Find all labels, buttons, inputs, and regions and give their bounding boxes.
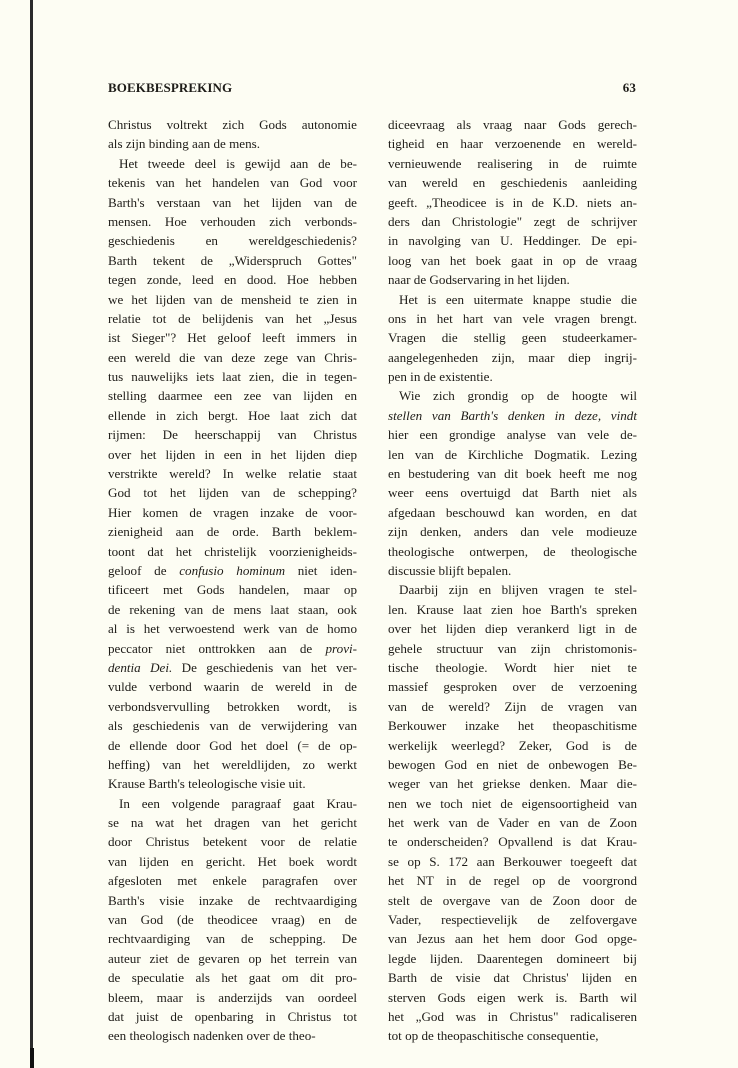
paragraph: [388, 115, 637, 290]
text-line: het werk van de Vader en van de Zoon: [388, 815, 637, 831]
text-line: tus nauwelijks iets laat zien, die in tegen-: [108, 369, 357, 385]
text-line: geloof de confusio hominum niet iden-: [108, 562, 357, 578]
text-line: hier een grondige analyse van vele de-: [388, 427, 637, 443]
text-line: over het lijden in een in het lijden diep: [108, 446, 357, 462]
text-line: tegen zonde, leed en dood. Hoe hebben: [108, 272, 357, 288]
paragraph: [388, 580, 637, 1045]
text-line: geschiedenis en wereldgeschiedenis?: [108, 233, 357, 249]
text-line: Barth de visie dat Christus' lijden en: [388, 970, 637, 986]
text-line: tigheid en haar verzoenende en wereld-: [388, 136, 637, 152]
text-line: vernieuwende realisering in de ruimte: [388, 155, 637, 171]
text-line: ist Sieger"? Het geloof leeft immers in: [108, 330, 357, 346]
text-line: toont dat het christelijk voorzienigheids-: [108, 543, 357, 559]
section-title: BOEKBESPREKING: [108, 80, 233, 95]
text-line: zijn denken, anders dan vele modieuze: [388, 524, 637, 540]
text-line: rijmen: De heerschappij van Christus: [108, 427, 357, 443]
text-line: tot op de theopaschitische consequentie,: [388, 1028, 599, 1044]
text-line: door Christus betekent voor de relatie: [108, 834, 357, 850]
text-line: Wie zich grondig op de hoogte wil: [399, 388, 637, 404]
text-line: relatie tot de belijdenis van het „Jesus: [108, 310, 357, 326]
text-line: stelt de overgave van de Zoon door de: [388, 892, 637, 908]
paragraph: [108, 794, 357, 1046]
paragraph: [388, 386, 637, 580]
text-line: zienigheid aan de orde. Barth beklem-: [108, 524, 357, 540]
text-line: len van de Kirchliche Dogmatik. Lezing: [388, 446, 637, 462]
text-line: te onderscheiden? Opvallend is dat Krau-: [388, 834, 637, 850]
text-line: legde lijden. Daarentegen domineert bij: [388, 950, 637, 966]
text-line: afgedaan beschouwd kan worden, en dat: [388, 504, 637, 520]
text-line: van de wereld? Zijn de vragen van: [388, 698, 637, 714]
text-line: verbondsvervulling betrokken wordt, is: [108, 698, 357, 714]
text-line: naar de Godservaring in het lijden.: [388, 272, 570, 288]
text-line: vulde verbond waarin de wereld in de: [108, 679, 357, 695]
text-line: weer eens overtuigd dat Barth niet als: [388, 485, 637, 501]
text-line: de ellende door God het doel (= de op-: [108, 737, 357, 753]
text-line: werkelijk weerlegd? Zeker, God is de: [388, 737, 637, 753]
text-line: dentia Dei. De geschiedenis van het ver-: [108, 659, 357, 675]
text-line: stelling daarmee een zee van lijden en: [108, 388, 357, 404]
text-line: en bestudering van dit boek heeft me nog: [388, 466, 637, 482]
text-line: weger van het griekse denken. Maar die-: [388, 776, 637, 792]
paragraph: [108, 154, 357, 794]
text-line: mensen. Hoe verhouden zich verbonds-: [108, 213, 357, 229]
text-line: gehele structuur van zijn christomonis-: [388, 640, 637, 656]
text-columns: [108, 115, 637, 1044]
text-line: de rekening van de mens laat staan, ook: [108, 601, 357, 617]
text-line: diceevraag als vraag naar Gods gerech-: [388, 117, 637, 132]
text-line: Vragen die stellig geen studeerkamer-: [388, 330, 637, 346]
text-line: Het is een uitermate knappe studie die: [399, 291, 637, 307]
text-line: bewogen God en niet de onbewogen Be-: [388, 756, 637, 772]
paragraph: [388, 290, 637, 387]
text-line: Barth's visie inzake de rechtvaardiging: [108, 892, 357, 908]
text-line: pen in de existentie.: [388, 369, 493, 385]
text-line: tificeert met Gods handelen, maar op: [108, 582, 357, 598]
text-line: de speculatie als het gaat om dit pro-: [108, 970, 357, 986]
text-line: peccator niet onttrokken aan de provi-: [108, 640, 357, 656]
paragraph: [108, 115, 357, 154]
text-line: loog van het boek gaat in op de vraag: [388, 252, 637, 268]
text-line: Daarbij zijn en blijven vragen te stel-: [399, 582, 637, 598]
text-line: sterven Gods eigen werk is. Barth wil: [388, 989, 637, 1005]
text-line: als zijn binding aan de mens.: [108, 136, 260, 152]
text-line: auteur ziet de gevaren op het terrein van: [108, 950, 357, 966]
left-column: [108, 115, 357, 1046]
text-line: van wereld en geschiedenis aanleiding: [388, 175, 637, 191]
text-line: als geschiedenis van de verwijdering van: [108, 718, 357, 734]
text-line: geeft. „Theodicee is in de K.D. niets an-: [388, 194, 637, 210]
text-line: stellen van Barth's denken in deze, vindt: [388, 407, 637, 423]
text-line: len. Krause laat zien hoe Barth's spreken: [388, 601, 637, 617]
text-line: massief gesproken over de verzoening: [388, 679, 637, 695]
text-line: een wereld die van deze zege van Chris-: [108, 349, 357, 365]
text-line: rechtvaardiging van de schepping. De: [108, 931, 357, 947]
text-line: van lijden en gericht. Het boek wordt: [108, 853, 357, 869]
text-line: verstrikte wereld? In welke relatie staat: [108, 466, 357, 482]
text-line: het „God was in Christus" radicaliseren: [388, 1008, 637, 1024]
text-line: Christus voltrekt zich Gods autonomie: [108, 117, 357, 132]
text-line: ders dan Christologie" zegt de schrijver: [388, 213, 637, 229]
text-line: God tot het lijden van de schepping?: [108, 485, 357, 501]
right-column: [388, 115, 637, 1046]
text-line: Barth tekent de „Widerspruch Gottes": [108, 252, 357, 268]
text-line: se na wat het dragen van het gericht: [108, 815, 357, 831]
text-line: over het lijden diep verankerd ligt in de: [388, 621, 637, 637]
text-line: Berkouwer inzake het theopaschitisme: [388, 718, 637, 734]
text-line: het NT in de regel op de voorgrond: [388, 873, 637, 889]
text-line: Hier komen de vragen inzake de voor-: [108, 504, 357, 520]
text-line: van Jezus aan het hem door God opge-: [388, 931, 637, 947]
text-line: al is het verwoestend werk van de homo: [108, 621, 357, 637]
text-line: ellende in zich bergt. Hoe laat zich dat: [108, 407, 357, 423]
text-line: we het lijden van de mensheid te zien in: [108, 291, 357, 307]
text-line: In een volgende paragraaf gaat Krau-: [119, 795, 357, 811]
text-line: ons in het hart van vele vragen brengt.: [388, 310, 637, 326]
text-line: aangelegenheden zijn, maar diep ingrij-: [388, 349, 637, 365]
text-line: heffing) van het wereldlijden, zo werkt: [108, 756, 357, 772]
text-line: nen we toch niet de eigensoortigheid van: [388, 795, 637, 811]
text-line: in navolging van U. Heddinger. De epi-: [388, 233, 637, 249]
text-line: discussie blijft bepalen.: [388, 562, 512, 578]
text-line: Vader, respectievelijk de zelfovergave: [388, 912, 637, 928]
page-number: 63: [622, 80, 636, 95]
text-line: dat juist de openbaring in Christus tot: [108, 1008, 357, 1024]
text-line: tische theologie. Wordt hier niet te: [388, 659, 637, 675]
text-line: een theologisch nadenken over de theo-: [108, 1028, 316, 1044]
text-line: van God (de theodicee vraag) en de: [108, 912, 357, 928]
text-line: tekenis van het handelen van God voor: [108, 175, 357, 191]
text-line: bleem, maar is anderzijds van oordeel: [108, 989, 357, 1005]
text-line: se op S. 172 aan Berkouwer toegeeft dat: [388, 853, 637, 869]
text-line: theologische ontwerpen, de theologische: [388, 543, 637, 559]
text-line: afgesloten met enkele paragrafen over: [108, 873, 357, 889]
text-line: Het tweede deel is gewijd aan de be-: [119, 155, 357, 171]
text-line: Barth's verstaan van het lijden van de: [108, 194, 357, 210]
text-line: Krause Barth's teleologische visie uit.: [108, 776, 306, 792]
running-head: [108, 80, 636, 96]
